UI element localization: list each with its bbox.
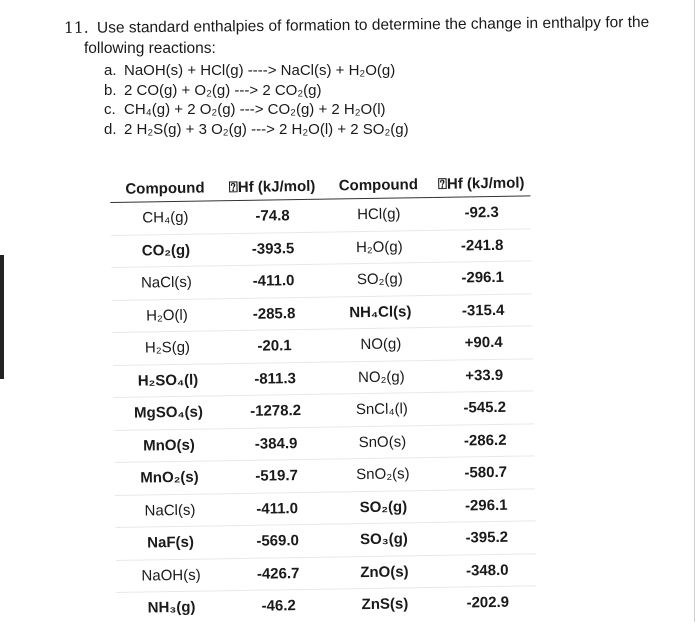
reaction-item xyxy=(104,61,664,81)
compound-cell: SnO₂(s) xyxy=(329,457,437,491)
dhf-cell: -92.3 xyxy=(432,196,530,230)
dhf-cell: -46.2 xyxy=(261,597,296,615)
compound-cell: CH₄(g) xyxy=(110,201,220,235)
dhf-cell: -411.0 xyxy=(225,492,330,526)
reaction-item xyxy=(104,120,664,140)
enthalpy-table xyxy=(110,169,537,624)
dhf-cell: -296.1 xyxy=(433,261,531,295)
question-block xyxy=(63,13,664,139)
enthalpy-table-wrap xyxy=(110,173,530,617)
dhf-cell: -426.7 xyxy=(226,557,331,591)
reaction-equation: CH₄(g) + 2 O₂(g) ---> CO₂(g) + 2 H₂O(l) xyxy=(124,101,386,118)
dhf-cell: +33.9 xyxy=(435,358,533,392)
header-dhf-1: ⍰Hf (kJ/mol) xyxy=(220,173,325,201)
compound-cell: H₂SO₄(l) xyxy=(113,363,223,397)
compound-cell: SO₂(g) xyxy=(326,262,434,296)
compound-cell: SO₃(g) xyxy=(330,522,438,556)
question-number: 11. xyxy=(63,18,89,37)
dhf-cell: -395.2 xyxy=(438,521,536,555)
reaction-list xyxy=(104,61,664,139)
dhf-cell: -411.0 xyxy=(221,264,326,298)
reaction-equation: 2 H₂S(g) + 3 O₂(g) ---> 2 H₂O(l) + 2 SO₂(g) xyxy=(124,120,409,138)
dhf-cell: -315.4 xyxy=(434,293,532,327)
left-edge-bar xyxy=(0,255,4,379)
compound-cell: MnO(s) xyxy=(114,428,224,462)
header-compound-2: Compound xyxy=(324,171,432,199)
compound-cell: MgSO₄(s) xyxy=(113,396,223,430)
dhf-cell: -296.1 xyxy=(437,488,535,522)
dhf-cell: +90.4 xyxy=(435,326,533,360)
compound-cell: CO₂(g) xyxy=(111,233,221,267)
dhf-cell: -348.0 xyxy=(438,553,536,587)
compound-cell: H₂S(g) xyxy=(112,331,222,365)
dhf-cell: -285.8 xyxy=(221,297,326,331)
compound-cell: SnO(s) xyxy=(328,425,436,459)
compound-cell: HCl(g) xyxy=(325,197,433,231)
header-compound-1: Compound xyxy=(110,174,220,202)
compound-cell: NH₄Cl(s) xyxy=(326,295,434,329)
reaction-item xyxy=(104,100,664,120)
compound-cell: H₂O(g) xyxy=(325,230,433,264)
question-line-1 xyxy=(64,12,664,39)
dhf-cell: -202.9 xyxy=(466,594,510,612)
reaction-item xyxy=(104,81,664,101)
compound-cell: H₂O(l) xyxy=(112,298,222,332)
compound-cell: NO(g) xyxy=(327,327,435,361)
reaction-letter: d. xyxy=(104,120,117,138)
reaction-letter: a. xyxy=(104,62,117,79)
right-edge-line xyxy=(694,0,695,622)
compound-cell: SnCl₄(l) xyxy=(328,392,436,426)
compound-cell: NaCl(s) xyxy=(115,493,225,527)
dhf-cell: -580.7 xyxy=(437,456,535,490)
dhf-cell: -811.3 xyxy=(223,362,328,396)
compound-cell: ZnS(s) xyxy=(361,595,409,614)
compound-cell: SO₂(g) xyxy=(329,490,437,524)
question-text-cont: following reactions: xyxy=(84,40,216,57)
table-row xyxy=(117,586,537,624)
dhf-cell: -384.9 xyxy=(224,427,329,461)
dhf-cell: -1278.2 xyxy=(223,394,328,428)
compound-cell: NaCl(s) xyxy=(111,266,221,300)
dhf-cell: -519.7 xyxy=(224,459,329,493)
compound-cell: ZnO(s) xyxy=(330,555,438,589)
dhf-cell: -545.2 xyxy=(436,391,534,425)
compound-cell: NaOH(s) xyxy=(116,558,226,592)
dhf-cell: -569.0 xyxy=(225,524,330,558)
dhf-cell: -286.2 xyxy=(436,423,534,457)
dhf-cell: -20.1 xyxy=(222,329,327,363)
table-body xyxy=(110,196,537,624)
reaction-equation: 2 CO(g) + O₂(g) ---> 2 CO₂(g) xyxy=(124,81,322,99)
compound-cell: MnO₂(s) xyxy=(115,461,225,495)
compound-cell: NaF(s) xyxy=(116,526,226,560)
dhf-cell: -241.8 xyxy=(433,228,531,262)
reaction-letter: c. xyxy=(104,101,116,118)
header-dhf-2: ⍰Hf (kJ/mol) xyxy=(432,169,530,197)
question-text: Use standard enthalpies of formation to determine the change in enthalpy for the xyxy=(96,13,650,37)
reaction-letter: b. xyxy=(104,81,117,99)
compound-cell: NO₂(g) xyxy=(327,360,435,394)
reaction-equation: NaOH(s) + HCl(g) ----> NaCl(s) + H₂O(g) xyxy=(124,62,396,79)
compound-cell: NH₃(g) xyxy=(147,598,196,617)
dhf-cell: -74.8 xyxy=(220,199,325,233)
dhf-cell: -393.5 xyxy=(220,232,325,266)
